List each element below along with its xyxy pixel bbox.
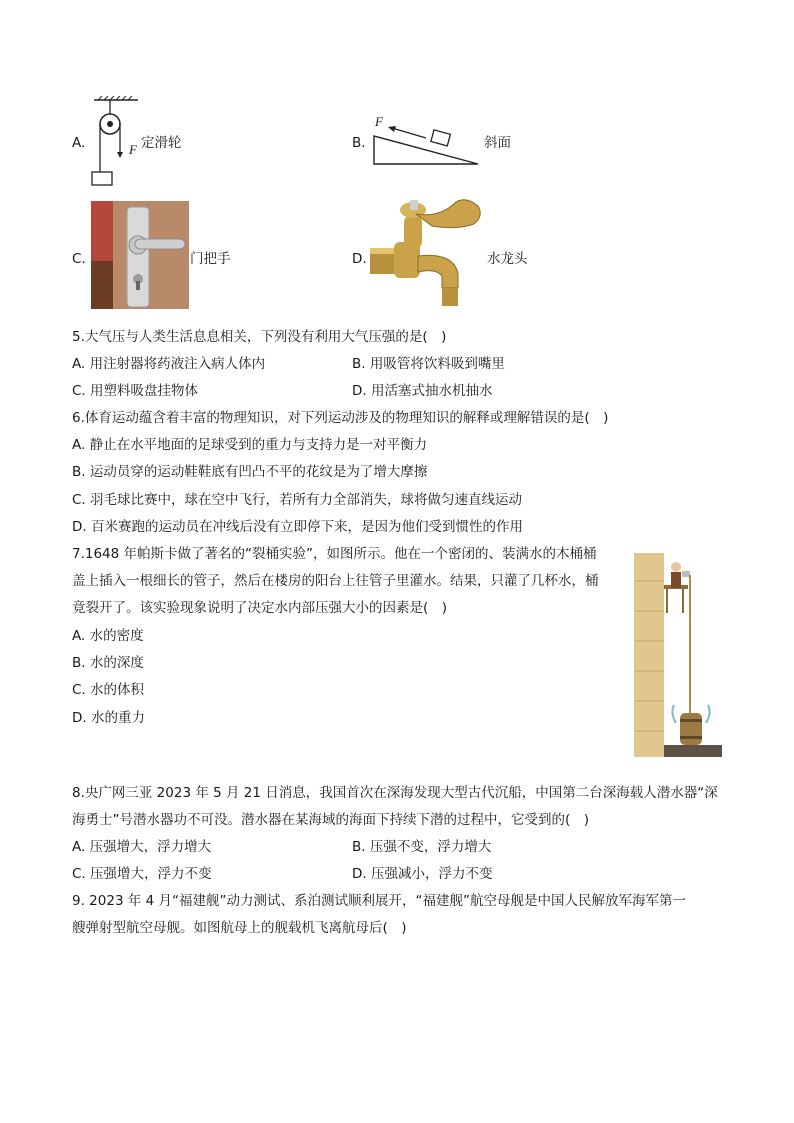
- q8-option-b: B. 压强不变，浮力增大: [352, 839, 492, 855]
- option-d-letter: D.: [352, 251, 367, 267]
- q8-stem-line-2: 海勇士”号潜水器功不可没。潜水器在某海域的海面下持续下潜的过程中，它受到的( ): [72, 812, 590, 828]
- door-handle-photo: [91, 201, 189, 309]
- q7-option-d: D. 水的重力: [72, 710, 145, 726]
- q6-option-c: C. 羽毛球比赛中，球在空中飞行，若所有力全部消失，球将做匀速直线运动: [72, 492, 523, 508]
- q5-option-c: C. 用塑料吸盘挂物体: [72, 383, 199, 399]
- q5-option-b: B. 用吸管将饮料吸到嘴里: [352, 356, 505, 372]
- q5-stem: 5.大气压与人类生活息息相关，下列没有利用大气压强的是( ): [72, 329, 447, 345]
- q7-option-b: B. 水的深度: [72, 655, 144, 671]
- q8-option-c: C. 压强增大，浮力不变: [72, 866, 212, 882]
- q6-option-d: D. 百米赛跑的运动员在冲线后没有立即停下来，是因为他们受到惯性的作用: [72, 519, 523, 535]
- incline-force-label: F: [375, 114, 383, 129]
- q6-stem: 6.体育运动蕴含着丰富的物理知识，对下列运动涉及的物理知识的解释或理解错误的是( ): [72, 410, 609, 426]
- q9-stem-line-1: 9. 2023 年 4 月“福建舰”动力测试、系泊测试顺利展开，“福建舰”航空母舰是中国人民解放军海军第一: [72, 893, 686, 909]
- q5-option-d: D. 用活塞式抽水机抽水: [352, 383, 493, 399]
- q7-option-a: A. 水的密度: [72, 628, 144, 644]
- q7-stem-line-1: 7.1648 年帕斯卡做了著名的“裂桶实验”，如图所示。他在一个密闭的、装满水的木桶桶: [72, 546, 597, 562]
- q6-option-a: A. 静止在水平地面的足球受到的重力与支持力是一对平衡力: [72, 437, 428, 453]
- q5-option-a: A. 用注射器将药液注入病人体内: [72, 356, 266, 372]
- q8-stem-line-1: 8.央广网三亚 2023 年 5 月 21 日消息，我国首次在深海发现大型古代沉船，中国第二台深海载人潜水器“深: [72, 785, 718, 801]
- option-a-letter: A.: [72, 135, 86, 151]
- q8-option-d: D. 压强减小，浮力不变: [352, 866, 493, 882]
- q8-option-a: A. 压强增大，浮力增大: [72, 839, 212, 855]
- option-d-label: 水龙头: [487, 251, 528, 267]
- option-c-label: 门把手: [190, 251, 231, 267]
- option-a-label: 定滑轮: [141, 135, 182, 151]
- q6-option-b: B. 运动员穿的运动鞋鞋底有凹凸不平的花纹是为了增大摩擦: [72, 464, 428, 480]
- option-c-letter: C.: [72, 251, 86, 267]
- option-b-letter: B.: [352, 135, 366, 151]
- q7-stem-line-2: 盖上插入一根细长的管子，然后在楼房的阳台上往管子里灌水。结果，只灌了几杯水，桶: [72, 573, 599, 589]
- q7-option-c: C. 水的体积: [72, 682, 145, 698]
- inclined-plane-figure: [370, 116, 482, 168]
- barrel-experiment-figure: [634, 553, 722, 757]
- q9-stem-line-2: 艘弹射型航空母舰。如图航母上的舰载机飞离航母后( ): [72, 920, 407, 936]
- q7-stem-line-3: 竟裂开了。该实验现象说明了决定水内部压强大小的因素是( ): [72, 600, 448, 616]
- option-b-label: 斜面: [484, 135, 511, 151]
- pulley-force-label: F: [129, 142, 137, 157]
- water-tap-photo: [370, 196, 488, 312]
